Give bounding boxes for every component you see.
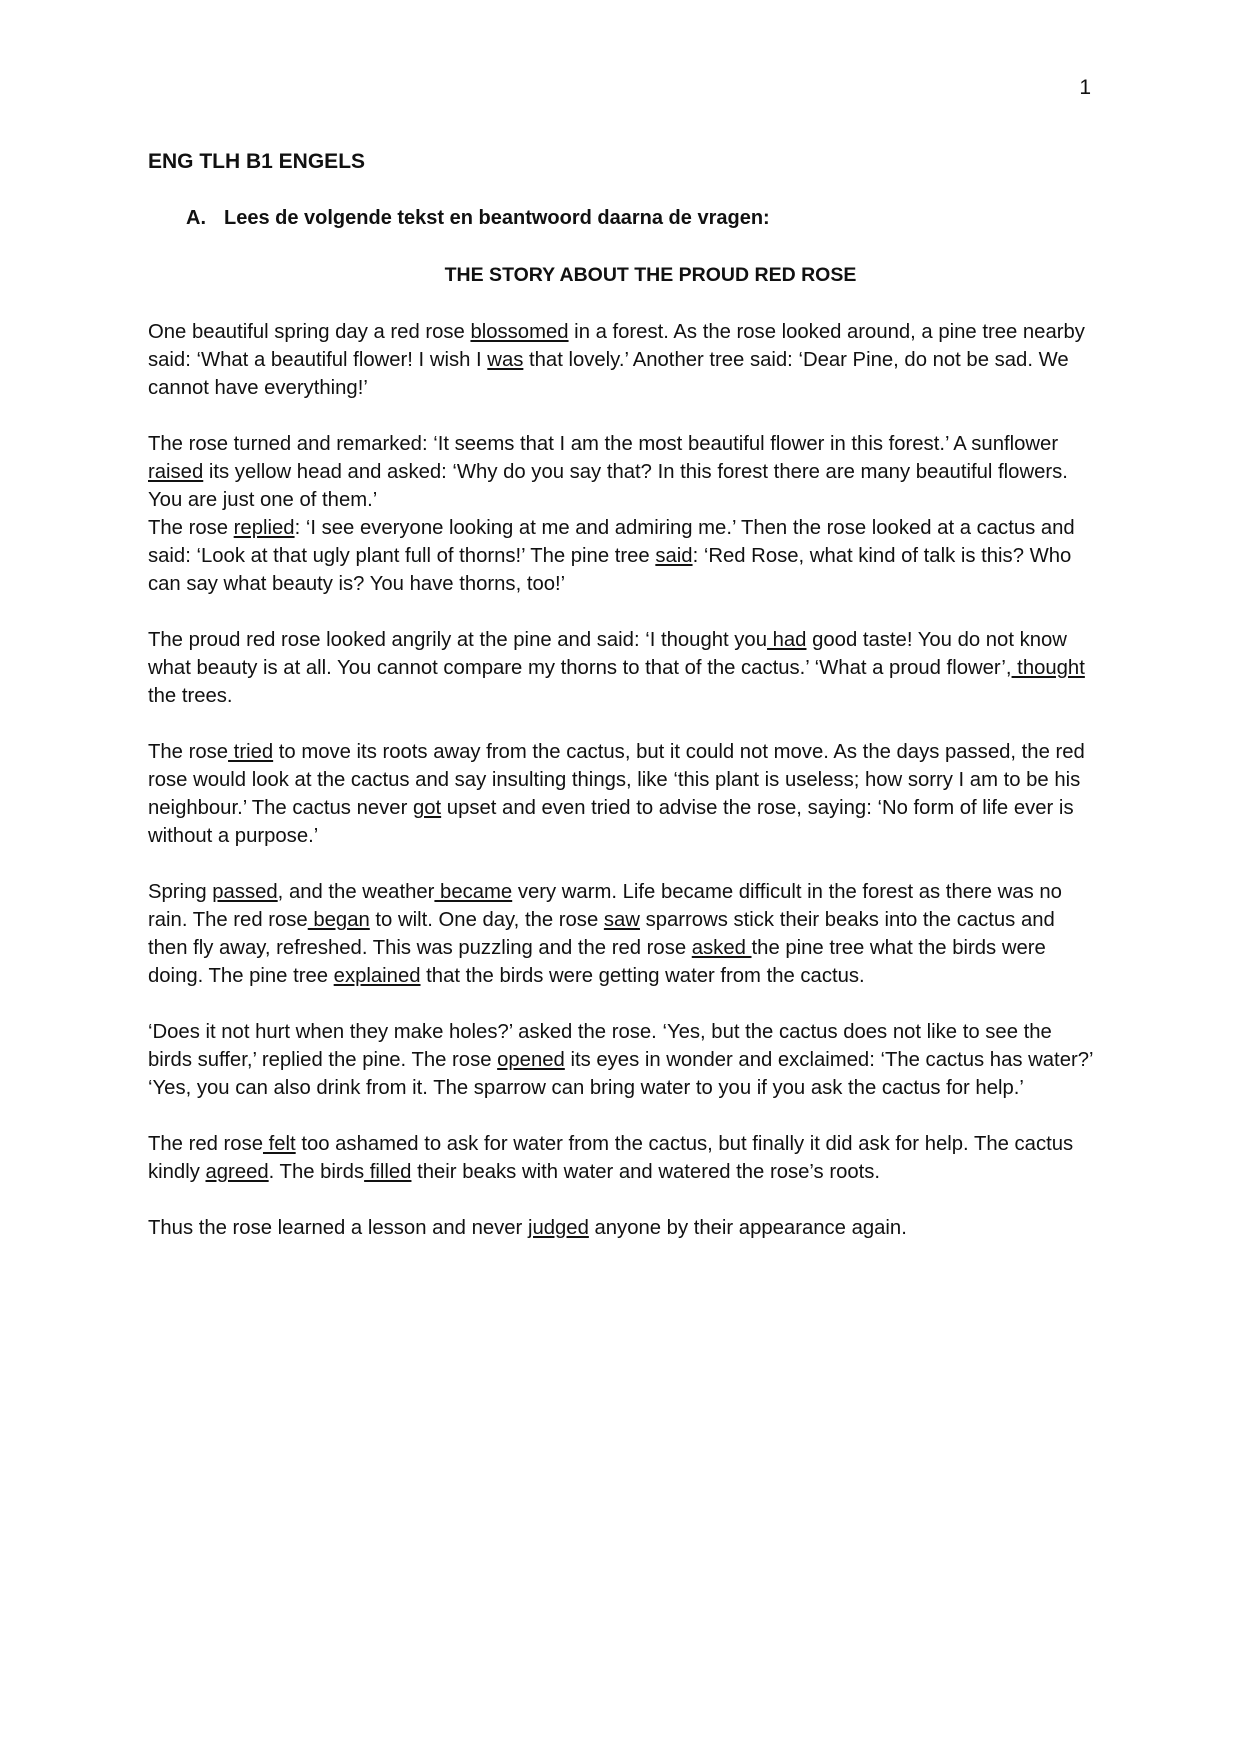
text-run: One beautiful spring day a red rose	[148, 321, 471, 343]
text-run: the pine tree what the birds were doing. The pine tree	[148, 937, 1046, 987]
story-paragraph-5	[148, 738, 1098, 850]
underlined-verb: had	[766, 629, 807, 651]
underlined-verb: asked	[691, 937, 752, 959]
text-run: The proud red rose looked angrily at the pine and said: ‘I thought you	[148, 629, 767, 651]
text-run: too ashamed to ask for water from the cactus, but finally it did ask for help. The cactus kindly	[148, 1133, 1074, 1183]
underlined-verb: got	[412, 797, 442, 819]
underlined-verb: saw	[603, 909, 640, 931]
text-run: , and the weather	[277, 881, 435, 903]
text-run: its eyes in wonder and exclaimed: ‘The cactus has water?’ ‘Yes, you can also drink from it. The sparrow can bring water to you if you ask the cactus for help.’	[148, 1049, 1093, 1099]
underlined-verb: said	[655, 545, 693, 567]
text-run: good taste! You do not know what beauty is at all. You cannot compare my thorns to that of the cactus.’ ‘What a proud flower’,	[148, 629, 1067, 679]
instruction-text: Lees de volgende tekst en beantwoord daarna de vragen:	[224, 207, 770, 229]
story-title: THE STORY ABOUT THE PROUD RED ROSE	[444, 264, 857, 286]
text-run: their beaks with water and watered the rose’s roots.	[411, 1161, 881, 1183]
underlined-verb: thought	[1011, 657, 1085, 679]
text-run: in a forest. As the rose looked around, a pine tree nearby said: ‘What a beautiful flower! I wish I	[148, 321, 1085, 371]
underlined-verb: replied	[233, 517, 295, 539]
underlined-verb: explained	[333, 965, 421, 987]
underlined-verb: judged	[527, 1217, 589, 1239]
text-run: upset and even tried to advise the rose, saying: ‘No form of life ever is without a purpose.’	[148, 797, 1074, 847]
story-paragraph-1	[148, 318, 1098, 402]
story-paragraph-3	[148, 514, 1098, 598]
text-run: : ‘I see everyone looking at me and admiring me.’ Then the rose looked at a cactus and said: ‘Look at that ugly plant full of thorns!’ The pine tree	[148, 517, 1075, 567]
text-run: The rose	[148, 517, 234, 539]
story-paragraph-2	[148, 430, 1098, 514]
text-run: The red rose	[148, 1133, 263, 1155]
text-run: to move its roots away from the cactus, but it could not move. As the days passed, the red rose would look at the cactus and say insulting things, like ‘this plant is useless; how sorry I am to be his neighbour.’ The cactus never	[148, 741, 1085, 819]
page-number: 1	[1079, 76, 1091, 99]
text-run: The rose	[148, 741, 229, 763]
text-run: Spring	[148, 881, 213, 903]
underlined-verb: opened	[497, 1049, 565, 1071]
story-paragraph-7	[148, 1018, 1098, 1102]
text-run: . The birds	[268, 1161, 365, 1183]
text-run: The rose turned and remarked: ‘It seems that I am the most beautiful flower in this forest.’ A sunflower	[148, 433, 1059, 455]
underlined-verb: raised	[148, 461, 204, 483]
text-run: to wilt. One day, the rose	[369, 909, 604, 931]
instruction-letter: A.	[186, 207, 206, 229]
underlined-verb: became	[434, 881, 513, 903]
story-paragraph-8	[148, 1130, 1098, 1186]
underlined-verb: felt	[262, 1133, 296, 1155]
text-run: very warm. Life became difficult in the forest as there was no rain. The red rose	[148, 881, 1062, 931]
text-run: that the birds were getting water from the cactus.	[420, 965, 865, 987]
underlined-verb: passed	[212, 881, 278, 903]
text-run: ‘Does it not hurt when they make holes?’ asked the rose. ‘Yes, but the cactus does not like to see the birds suffer,’ replied the pine. The rose	[148, 1021, 1052, 1071]
text-run: that lovely.’ Another tree said: ‘Dear Pine, do not be sad. We cannot have everything!’	[148, 349, 1069, 399]
underlined-verb: filled	[364, 1161, 412, 1183]
text-run: its yellow head and asked: ‘Why do you say that? In this forest there are many beautiful flowers. You are just one of them.’	[148, 461, 1068, 511]
text-run: anyone by their appearance again.	[588, 1217, 907, 1239]
story-body	[148, 318, 1098, 1270]
story-paragraph-9	[148, 1214, 1098, 1242]
text-run: : ‘Red Rose, what kind of talk is this? Who can say what beauty is? You have thorns, too!’	[148, 545, 1072, 595]
story-paragraph-4	[148, 626, 1098, 710]
underlined-verb: blossomed	[470, 321, 569, 343]
underlined-verb: tried	[228, 741, 274, 763]
underlined-verb: began	[307, 909, 370, 931]
text-run: sparrows stick their beaks into the cactus and then fly away, refreshed. This was puzzling and the red rose	[148, 909, 1055, 959]
story-paragraph-6	[148, 878, 1098, 990]
instruction-line	[186, 207, 770, 230]
underlined-verb: agreed	[205, 1161, 269, 1183]
text-run: the trees.	[148, 685, 233, 707]
text-run: Thus the rose learned a lesson and never	[148, 1217, 528, 1239]
document-heading: ENG TLH B1 ENGELS	[148, 150, 366, 173]
underlined-verb: was	[487, 349, 524, 371]
